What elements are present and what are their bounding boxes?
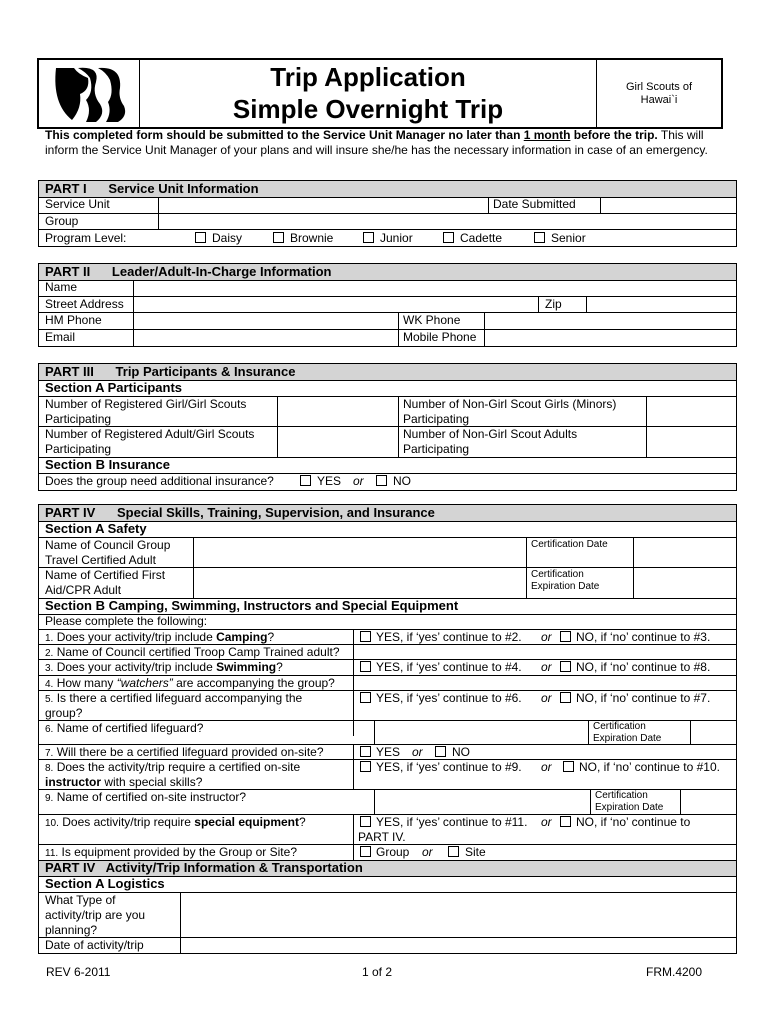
q8-no-label: NO, if ‘no’ continue to #10. bbox=[579, 760, 720, 774]
q10-part-label: PART IV. bbox=[358, 830, 406, 844]
part2-vline-2 bbox=[538, 296, 539, 312]
q1-post: ? bbox=[267, 630, 275, 644]
part1-vline-2 bbox=[488, 197, 489, 213]
q10-post: ? bbox=[299, 815, 306, 829]
reg-adult-field[interactable] bbox=[278, 427, 397, 456]
q2-number: 2. bbox=[45, 648, 54, 659]
q10-yes-checkbox[interactable] bbox=[360, 816, 371, 827]
q6-text bbox=[45, 721, 203, 737]
mobile-phone-label: Mobile Phone bbox=[403, 330, 477, 344]
date-submitted-field[interactable] bbox=[601, 198, 736, 212]
name-field[interactable] bbox=[134, 281, 736, 295]
mobile-phone-field[interactable] bbox=[485, 330, 736, 345]
hm-phone-field[interactable] bbox=[134, 313, 397, 328]
q5-no-checkbox[interactable] bbox=[560, 692, 571, 703]
q8-or: or bbox=[541, 760, 552, 774]
q7-or: or bbox=[412, 745, 423, 759]
senior-label: Senior bbox=[551, 231, 586, 245]
q7-no-label: NO bbox=[452, 745, 470, 759]
q3-pre: Does your activity/trip include bbox=[56, 660, 217, 674]
q3-yes-label: YES, if ‘yes’ continue to #4. bbox=[376, 660, 522, 674]
q10-pre: Does activity/trip require bbox=[62, 815, 195, 829]
daisy-checkbox[interactable] bbox=[195, 232, 206, 243]
q9-text bbox=[45, 790, 246, 806]
date-activity-label: Date of activity/trip bbox=[45, 938, 144, 952]
date-activity-field[interactable] bbox=[181, 938, 736, 953]
q5-yes-checkbox[interactable] bbox=[360, 692, 371, 703]
q2-field[interactable] bbox=[358, 645, 736, 659]
q2-label: Name of Council certified Troop Camp Trained adult? bbox=[56, 645, 340, 659]
q6-vline-2 bbox=[588, 720, 589, 744]
q3-bold: Swimming bbox=[216, 660, 277, 674]
q10-bold: special equipment bbox=[194, 815, 299, 829]
program-level-label: Program Level: bbox=[45, 231, 127, 245]
daisy-label: Daisy bbox=[212, 231, 243, 245]
q-vline-2 bbox=[353, 744, 354, 789]
q9-vline-2 bbox=[590, 789, 591, 814]
reg-adult-label-1: Number of Registered Adult/Girl Scouts bbox=[45, 427, 255, 441]
q8-text bbox=[45, 760, 300, 776]
q1-number: 1. bbox=[45, 633, 54, 644]
q6-cert-exp-label-2: Expiration Date bbox=[593, 733, 662, 744]
zip-field[interactable] bbox=[587, 297, 736, 311]
q10-yes-label: YES, if ‘yes’ continue to #11. bbox=[376, 815, 528, 829]
what-type-label-3: planning? bbox=[45, 923, 98, 937]
q8-label-1: Does the activity/trip require a certified on-site bbox=[56, 760, 301, 774]
q1-yes-label: YES, if ‘yes’ continue to #2. bbox=[376, 630, 522, 644]
q3-or: or bbox=[541, 660, 552, 674]
q3-post: ? bbox=[276, 660, 283, 674]
nongirl-label-1: Number of Non-Girl Scout Girls (Minors) bbox=[403, 397, 617, 411]
q10-number: 10. bbox=[45, 818, 59, 829]
q5-yes-label: YES, if ‘yes’ continue to #6. bbox=[376, 691, 522, 705]
q1-yes-checkbox[interactable] bbox=[360, 631, 371, 642]
q1-no-checkbox[interactable] bbox=[560, 631, 571, 642]
intro-rest: This will inform the Service Unit Manager of your plans and will insure she/he has the necessary information in case of an emergency. bbox=[45, 128, 708, 157]
nongirl-label-2: Participating bbox=[403, 412, 470, 426]
q10-or: or bbox=[541, 815, 552, 829]
q8-number: 8. bbox=[45, 763, 54, 774]
q9-cert-exp-label-1: Certification bbox=[595, 790, 648, 801]
q8-yes-label: YES, if ‘yes’ continue to #9. bbox=[376, 760, 522, 774]
first-aid-field[interactable] bbox=[194, 568, 525, 597]
reg-girls-field[interactable] bbox=[278, 397, 397, 425]
first-aid-exp-field[interactable] bbox=[634, 568, 736, 597]
what-type-label-1: What Type of bbox=[45, 893, 116, 907]
q5-number: 5. bbox=[45, 694, 54, 705]
q9-exp-field[interactable] bbox=[681, 790, 736, 813]
cert-date-label: Certification Date bbox=[531, 539, 608, 550]
q8-no-checkbox[interactable] bbox=[563, 761, 574, 772]
part3-section-a: Section A Participants bbox=[45, 380, 183, 395]
q9-cert-exp-label-2: Expiration Date bbox=[595, 802, 664, 813]
nonadult-field[interactable] bbox=[647, 427, 736, 456]
org-name-line-2: Hawai`i bbox=[640, 94, 678, 106]
zip-label: Zip bbox=[545, 297, 562, 311]
q8-bold: instructor bbox=[45, 775, 102, 789]
q7-number: 7. bbox=[45, 748, 54, 759]
q11-group-checkbox[interactable] bbox=[360, 846, 371, 857]
email-field[interactable] bbox=[134, 330, 397, 345]
nonadult-label-1: Number of Non-Girl Scout Adults bbox=[403, 427, 578, 441]
q9-number: 9. bbox=[45, 793, 54, 804]
title-line-1: Trip Application bbox=[270, 62, 466, 92]
footer-form: FRM.4200 bbox=[646, 965, 703, 979]
part4-vline-2 bbox=[526, 537, 527, 598]
group-field[interactable] bbox=[159, 214, 736, 228]
q8-yes-checkbox[interactable] bbox=[360, 761, 371, 772]
email-label: Email bbox=[45, 330, 76, 344]
part3-section-b: Section B Insurance bbox=[45, 457, 170, 472]
q11-group-label: Group bbox=[376, 845, 410, 859]
q6-exp-field[interactable] bbox=[691, 721, 736, 743]
q5-label-1: Is there a certified lifeguard accompanying the bbox=[56, 691, 303, 705]
q1-bold: Camping bbox=[216, 630, 268, 644]
travel-adult-label-2: Travel Certified Adult bbox=[45, 553, 156, 567]
reg-girls-label-2: Participating bbox=[45, 412, 112, 426]
part4-section-a: Section A Safety bbox=[45, 521, 147, 536]
q5-no-label: NO, if ‘no’ continue to #7. bbox=[576, 691, 711, 705]
q9-field[interactable] bbox=[375, 790, 589, 813]
q4-pre: How many bbox=[56, 676, 117, 690]
part2-vline-4 bbox=[398, 312, 399, 346]
q1-no-label: NO, if ‘no’ continue to #3. bbox=[576, 630, 711, 644]
wk-phone-field[interactable] bbox=[485, 313, 736, 328]
org-name-line-1: Girl Scouts of bbox=[625, 81, 693, 93]
wk-phone-label: WK Phone bbox=[403, 313, 461, 327]
cadette-checkbox[interactable] bbox=[443, 232, 454, 243]
q3-yes-checkbox[interactable] bbox=[360, 661, 371, 672]
part4-heading: PART IV Special Skills, Training, Supervision, and Insurance bbox=[45, 505, 435, 520]
street-address-field[interactable] bbox=[134, 297, 537, 311]
insurance-yes-label: YES bbox=[317, 474, 342, 488]
first-aid-label-2: Aid/CPR Adult bbox=[45, 583, 122, 597]
q4-ital: “watchers” bbox=[116, 676, 173, 690]
nonadult-label-2: Participating bbox=[403, 442, 470, 456]
service-unit-label: Service Unit bbox=[45, 197, 110, 211]
intro-bold-prefix: This completed form should be submitted to the Service Unit Manager no later than bbox=[45, 128, 524, 142]
q6-number: 6. bbox=[45, 724, 54, 735]
q5-text bbox=[45, 691, 302, 707]
q10-no-label: NO, if ‘no’ continue to bbox=[576, 815, 691, 829]
what-type-field[interactable] bbox=[181, 893, 736, 936]
first-aid-label-1: Name of Certified First bbox=[45, 568, 166, 582]
first-aid-cert-exp-label-2: Expiration Date bbox=[531, 581, 600, 592]
insurance-yes-checkbox[interactable] bbox=[300, 475, 311, 486]
q6-field[interactable] bbox=[375, 721, 587, 743]
q7-yes-label: YES bbox=[376, 745, 401, 759]
part3-vline-2 bbox=[398, 396, 399, 457]
q8-label-2: with special skills? bbox=[101, 775, 203, 789]
q3-no-label: NO, if ‘no’ continue to #8. bbox=[576, 660, 711, 674]
q4-number: 4. bbox=[45, 679, 54, 690]
date-submitted-label: Date Submitted bbox=[493, 197, 576, 211]
reg-adult-label-2: Participating bbox=[45, 442, 112, 456]
q1-or: or bbox=[541, 630, 552, 644]
part1-heading: PART I Service Unit Information bbox=[45, 181, 259, 196]
part3-heading: PART III Trip Participants & Insurance bbox=[45, 364, 296, 379]
travel-adult-label-1: Name of Council Group bbox=[45, 538, 171, 552]
travel-adult-field[interactable] bbox=[194, 538, 525, 566]
q3-no-checkbox[interactable] bbox=[560, 661, 571, 672]
girl-scouts-logo bbox=[52, 64, 130, 124]
street-address-label: Street Address bbox=[45, 297, 124, 311]
junior-label: Junior bbox=[380, 231, 413, 245]
reg-girls-label-1: Number of Registered Girl/Girl Scouts bbox=[45, 397, 247, 411]
q6-label: Name of certified lifeguard? bbox=[56, 721, 204, 735]
cadette-label: Cadette bbox=[460, 231, 503, 245]
q11-label: Is equipment provided by the Group or Site? bbox=[61, 845, 297, 859]
title-line-2: Simple Overnight Trip bbox=[232, 94, 504, 124]
q7-no-checkbox[interactable] bbox=[435, 746, 446, 757]
senior-checkbox[interactable] bbox=[534, 232, 545, 243]
q11-number: 11. bbox=[45, 848, 59, 859]
insurance-question: Does the group need additional insurance? bbox=[45, 474, 274, 488]
part4b-section-a: Section A Logistics bbox=[45, 876, 165, 891]
junior-checkbox[interactable] bbox=[363, 232, 374, 243]
q3-number: 3. bbox=[45, 663, 54, 674]
q5-or: or bbox=[541, 691, 552, 705]
intro-paragraph bbox=[45, 128, 725, 158]
name-label: Name bbox=[45, 280, 78, 294]
complete-following: Please complete the following: bbox=[45, 614, 208, 628]
q3-text bbox=[45, 660, 283, 676]
intro-bold-suffix: before the trip. bbox=[570, 128, 658, 142]
insurance-no-label: NO bbox=[393, 474, 411, 488]
q1-pre: Does your activity/trip include bbox=[56, 630, 217, 644]
footer-page: 1 of 2 bbox=[362, 965, 393, 979]
group-label: Group bbox=[45, 214, 79, 228]
part4b-heading: PART IV Activity/Trip Information & Transportation bbox=[45, 860, 363, 875]
cert-date-field[interactable] bbox=[634, 538, 736, 566]
part4-section-b: Section B Camping, Swimming, Instructors and Special Equipment bbox=[45, 598, 459, 613]
q11-text bbox=[45, 845, 297, 861]
q8-text-2 bbox=[45, 775, 202, 790]
q11-or: or bbox=[422, 845, 433, 859]
q-vline-3 bbox=[353, 814, 354, 860]
what-type-label-2: activity/trip are you bbox=[45, 908, 146, 922]
q5-label-2: group? bbox=[45, 706, 83, 720]
q10-no-checkbox[interactable] bbox=[560, 816, 571, 827]
footer-rev: REV 6-2011 bbox=[46, 965, 111, 979]
insurance-or-label: or bbox=[353, 474, 364, 488]
q10-text bbox=[45, 815, 306, 831]
q6-cert-exp-label-1: Certification bbox=[593, 721, 646, 732]
q7-label: Will there be a certified lifeguard provided on-site? bbox=[56, 745, 324, 759]
insurance-no-checkbox[interactable] bbox=[376, 475, 387, 486]
brownie-label: Brownie bbox=[290, 231, 334, 245]
nongirl-field[interactable] bbox=[647, 397, 736, 425]
q11-site-checkbox[interactable] bbox=[448, 846, 459, 857]
brownie-checkbox[interactable] bbox=[273, 232, 284, 243]
q4-field[interactable] bbox=[358, 676, 736, 689]
q4-post: are accompanying the group? bbox=[172, 676, 335, 690]
intro-deadline: 1 month bbox=[523, 128, 571, 142]
q7-yes-checkbox[interactable] bbox=[360, 746, 371, 757]
hm-phone-label: HM Phone bbox=[45, 313, 102, 327]
service-unit-field[interactable] bbox=[159, 198, 487, 212]
q11-site-label: Site bbox=[465, 845, 486, 859]
part1-line-3 bbox=[38, 229, 737, 230]
part2-heading: PART II Leader/Adult-In-Charge Information bbox=[45, 264, 332, 279]
q1-text bbox=[45, 630, 274, 645]
first-aid-cert-exp-label-1: Certification bbox=[531, 569, 584, 580]
q9-label: Name of certified on-site instructor? bbox=[56, 790, 247, 804]
